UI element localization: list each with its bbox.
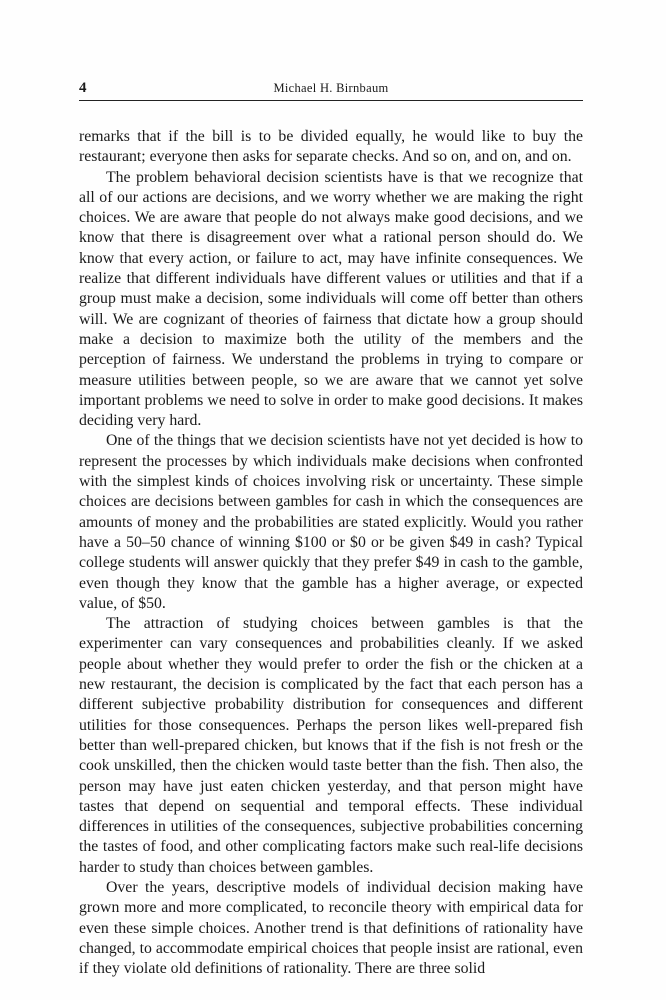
- paragraph-gambles-attraction: The attraction of studying choices between gambles is that the experimenter can vary consequences and probabilities cleanly. If we asked people about whether they would prefer to order the fish or the chicken at a new restaurant, the decision is complicated by the fact that each person has a different subjective probability distribution for consequences and different utilities for those consequences. Perhaps the person likes well-prepared fish better than well-prepared chicken, but knows that if the fish is not fresh or the cook unskilled, then the chicken would taste better than the fish. Then also, the person may have just eaten chicken yesterday, and that person might have tastes that depend on sequential and temporal effects. These individual differences in utilities of the consequences, subjective probabilities concerning the tastes of food, and other complicating factors make such real-life decisions harder to study than choices between gambles.: [79, 615, 583, 876]
- page-number: 4: [79, 80, 87, 96]
- paragraph-simple-choices: One of the things that we decision scientists have not yet decided is how to represent the processes by which individuals make decisions when confronted with the simplest kinds of choices involving risk or uncertainty. These simple choices are decisions between gambles for cash in which the consequences are amounts of money and the probabilities are stated explicitly. Would you rather have a 50–50 chance of winning $100 or $0 or be given $49 in cash? Typical college students will answer quickly that they prefer $49 in cash to the gamble, even though they know that the gamble has a higher average, or expected value, of $50.: [79, 432, 583, 612]
- body-text: [79, 127, 583, 979]
- running-title: Michael H. Birnbaum: [273, 81, 389, 95]
- running-head: [79, 78, 583, 101]
- paragraph-decision-scientists-problem: The problem behavioral decision scientists have is that we recognize that all of our actions are decisions, and we worry whether we are making the right choices. We are aware that people do not always make good decisions, and we know that there is disagreement over what a rational person should do. We know that every action, or failure to act, may have infinite consequences. We realize that different individuals have different values or utilities and that if a group must make a decision, some individuals will come off better than others will. We are cognizant of theories of fairness that dictate how a group should make a decision to maximize both the utility of the members and the perception of fairness. We understand the problems in trying to compare or measure utilities between people, so we are aware that we cannot yet solve important problems we need to solve in order to make good decisions. It makes deciding very hard.: [79, 168, 583, 430]
- paragraph-continued: remarks that if the bill is to be divided equally, he would like to buy the restaurant; everyone then asks for separate checks. And so on, and on, and on.: [79, 128, 583, 166]
- paragraph-descriptive-models: Over the years, descriptive models of individual decision making have grown more and more complicated, to reconcile theory with empirical data for even these simple choices. Another trend is that definitions of rationality have changed, to accommodate empirical choices that people insist are rational, even if they violate old definitions of rationality. There are three solid: [79, 878, 583, 978]
